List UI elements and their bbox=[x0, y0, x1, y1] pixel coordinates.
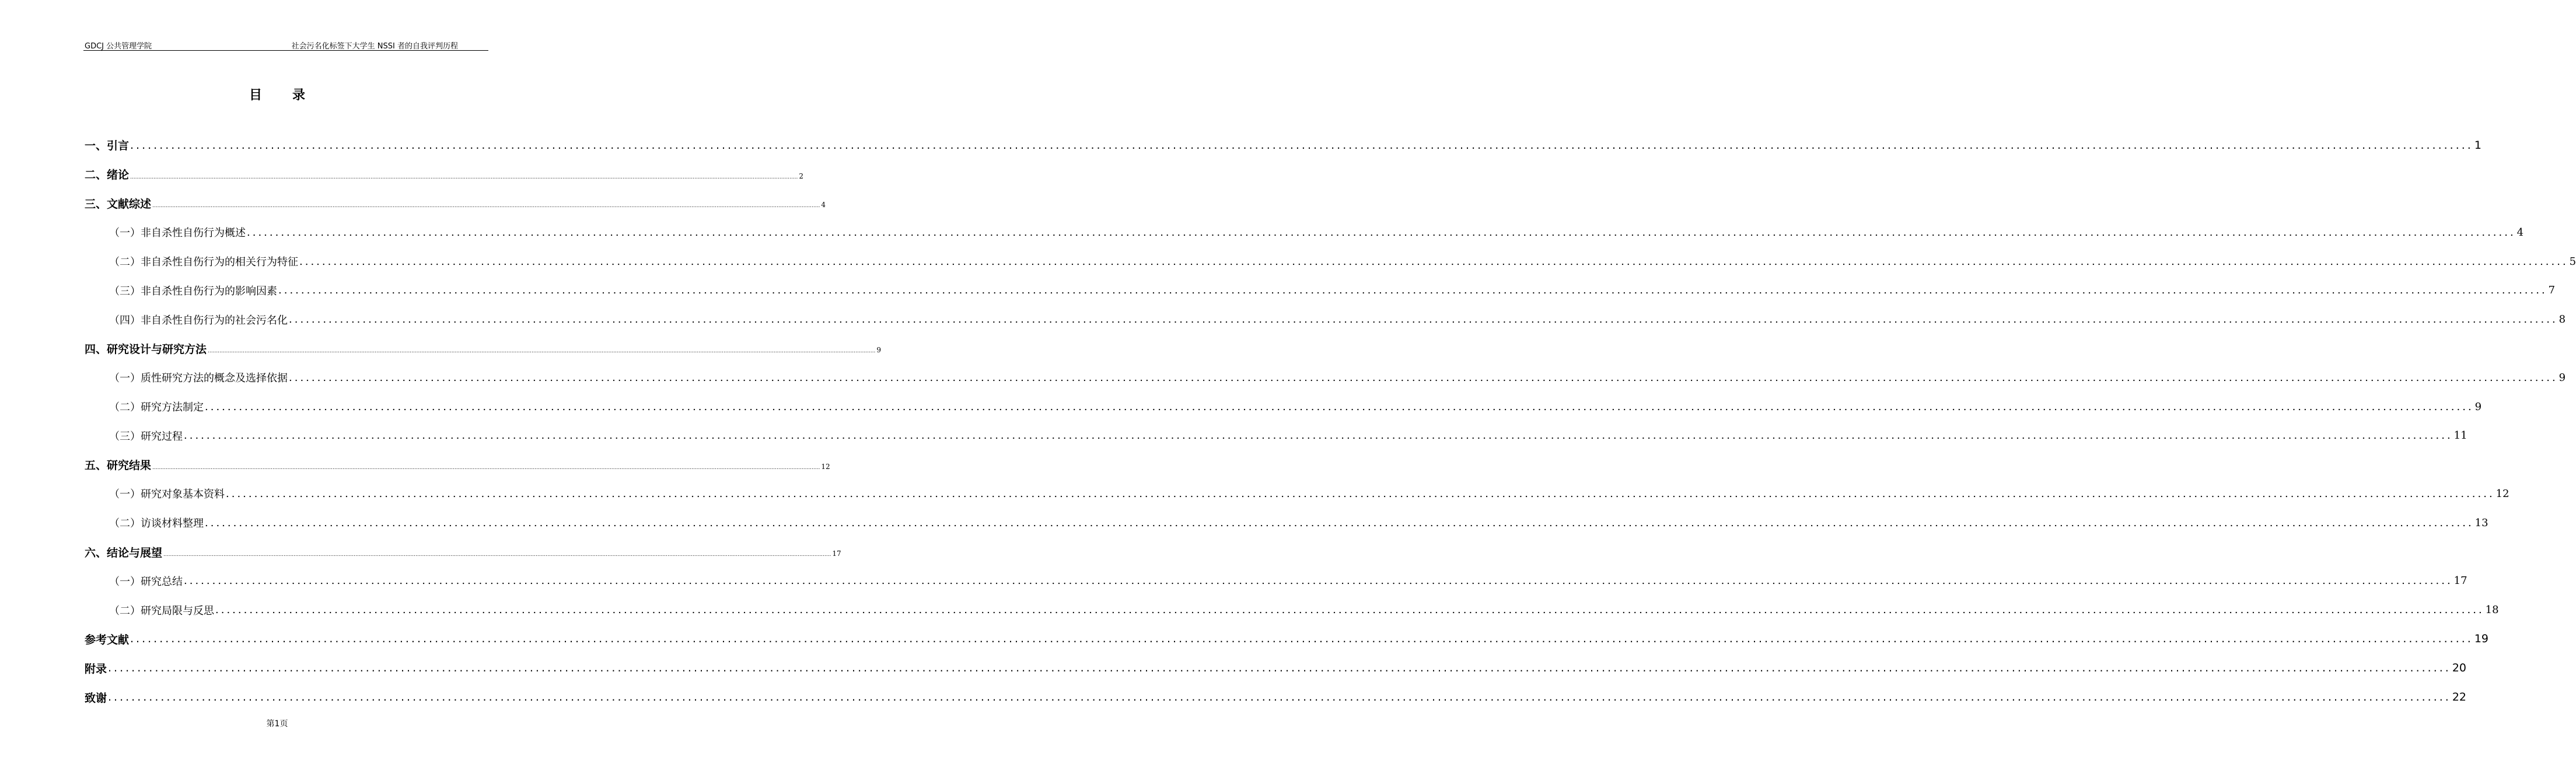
header-right-text: 社会污名化标签下大学生 NSSI 者的自我评判历程 bbox=[291, 42, 458, 51]
toc-dot-leader: ................................................................................................................................................................................................................................................................................................................................................................................................................ bbox=[108, 691, 2451, 704]
toc-dot-leader: ................................................................................................................................................................................................................................................................................................................................................................................................................ bbox=[289, 313, 2558, 326]
toc-entry-page-number: 2 bbox=[799, 172, 803, 180]
toc-entry-page-number: 17 bbox=[2453, 575, 2467, 587]
toc-dot-leader: ................................................................................................................................................................................................................................................................................................................................................................................................................ bbox=[130, 174, 798, 180]
toc-dot-leader: ................................................................................................................................................................................................................................................................................................................................................................................................................ bbox=[108, 662, 2451, 675]
toc-entry-label: 三、文献综述 bbox=[85, 197, 152, 211]
page-title: 目录 bbox=[249, 88, 335, 103]
toc-entry-label: （三）非自杀性自伤行为的影响因素 bbox=[109, 285, 277, 298]
toc-entry-page-number: 1 bbox=[2474, 138, 2481, 152]
toc-entry[interactable] bbox=[85, 596, 2499, 625]
toc-entry[interactable] bbox=[85, 218, 2524, 247]
toc-dot-leader: ................................................................................................................................................................................................................................................................................................................................................................................................................ bbox=[289, 371, 2558, 384]
toc-dot-leader: ................................................................................................................................................................................................................................................................................................................................................................................................................ bbox=[152, 203, 820, 209]
toc-entry[interactable] bbox=[85, 450, 830, 480]
toc-entry-page-number: 22 bbox=[2452, 691, 2467, 704]
toc-dot-leader: ................................................................................................................................................................................................................................................................................................................................................................................................................ bbox=[184, 575, 2453, 587]
toc-entry-page-number: 5 bbox=[2569, 255, 2576, 268]
toc-entry[interactable] bbox=[85, 508, 2488, 537]
toc-dot-leader: ................................................................................................................................................................................................................................................................................................................................................................................................................ bbox=[226, 487, 2495, 500]
toc-entry[interactable] bbox=[85, 131, 2481, 160]
toc-entry-label: 五、研究结果 bbox=[85, 459, 152, 473]
toc-entry-page-number: 8 bbox=[2558, 313, 2566, 326]
toc-dot-leader: ................................................................................................................................................................................................................................................................................................................................................................................................................ bbox=[163, 552, 831, 558]
toc-dot-leader: ................................................................................................................................................................................................................................................................................................................................................................................................................ bbox=[208, 348, 876, 355]
toc-entry-label: 一、引言 bbox=[85, 139, 130, 153]
toc-entry-label: 致谢 bbox=[85, 691, 107, 705]
toc-dot-leader: ................................................................................................................................................................................................................................................................................................................................................................................................................ bbox=[130, 138, 2473, 152]
toc-entry-label: （一）研究对象基本资料 bbox=[109, 488, 225, 501]
toc-entry[interactable] bbox=[85, 480, 2509, 509]
toc-dot-leader: ................................................................................................................................................................................................................................................................................................................................................................................................................ bbox=[299, 255, 2568, 268]
toc-entry[interactable] bbox=[85, 392, 2482, 421]
toc-entry[interactable] bbox=[85, 334, 881, 363]
toc-dot-leader: ................................................................................................................................................................................................................................................................................................................................................................................................................ bbox=[130, 632, 2473, 646]
toc-entry-label: 六、结论与展望 bbox=[85, 546, 163, 559]
toc-entry[interactable] bbox=[85, 625, 2489, 654]
toc-entry-label: （一）质性研究方法的概念及选择依据 bbox=[109, 372, 288, 385]
toc-entry-label: （三）研究过程 bbox=[109, 430, 183, 443]
toc-dot-leader: ................................................................................................................................................................................................................................................................................................................................................................................................................ bbox=[152, 464, 820, 471]
toc-entry[interactable] bbox=[85, 537, 841, 566]
table-of-contents bbox=[85, 131, 2576, 712]
toc-entry-label: （二）访谈材料整理 bbox=[109, 517, 204, 530]
toc-dot-leader: ................................................................................................................................................................................................................................................................................................................................................................................................................ bbox=[278, 284, 2547, 297]
toc-entry-label: 四、研究设计与研究方法 bbox=[85, 342, 207, 356]
toc-entry[interactable] bbox=[85, 682, 2467, 712]
toc-entry-page-number: 9 bbox=[876, 346, 881, 355]
toc-entry-label: 参考文献 bbox=[85, 633, 130, 646]
toc-entry-page-number: 18 bbox=[2485, 604, 2499, 617]
toc-entry-page-number: 4 bbox=[2516, 226, 2524, 239]
toc-entry[interactable] bbox=[85, 363, 2566, 392]
toc-entry-page-number: 11 bbox=[2453, 429, 2467, 442]
toc-entry[interactable] bbox=[85, 566, 2467, 596]
toc-entry-page-number: 9 bbox=[2474, 400, 2482, 413]
toc-entry-page-number: 12 bbox=[2495, 487, 2509, 500]
toc-entry-label: 二、绪论 bbox=[85, 169, 130, 182]
toc-entry-label: （二）非自杀性自伤行为的相关行为特征 bbox=[109, 256, 298, 269]
page-number: 第1页 bbox=[266, 719, 288, 729]
toc-entry[interactable] bbox=[85, 160, 803, 189]
toc-dot-leader: ................................................................................................................................................................................................................................................................................................................................................................................................................ bbox=[205, 516, 2474, 529]
toc-entry-page-number: 12 bbox=[821, 462, 830, 471]
toc-entry-page-number: 13 bbox=[2474, 516, 2488, 529]
toc-entry-label: （二）研究方法制定 bbox=[109, 401, 204, 414]
page-header bbox=[83, 38, 488, 51]
toc-entry-page-number: 4 bbox=[821, 201, 826, 209]
toc-entry-page-number: 17 bbox=[832, 550, 841, 558]
toc-entry-page-number: 20 bbox=[2452, 662, 2467, 675]
toc-dot-leader: ................................................................................................................................................................................................................................................................................................................................................................................................................ bbox=[215, 604, 2484, 617]
toc-dot-leader: ................................................................................................................................................................................................................................................................................................................................................................................................................ bbox=[184, 429, 2453, 442]
toc-entry[interactable] bbox=[85, 276, 2556, 305]
toc-entry-page-number: 9 bbox=[2558, 371, 2566, 384]
toc-dot-leader: ................................................................................................................................................................................................................................................................................................................................................................................................................ bbox=[247, 226, 2516, 239]
toc-entry-label: （一）研究总结 bbox=[109, 575, 183, 588]
toc-entry[interactable] bbox=[85, 247, 2576, 276]
toc-entry[interactable] bbox=[85, 189, 826, 218]
toc-entry-label: 附录 bbox=[85, 662, 107, 676]
toc-entry-page-number: 7 bbox=[2548, 284, 2556, 297]
toc-entry[interactable] bbox=[85, 305, 2566, 334]
toc-entry-page-number: 19 bbox=[2474, 632, 2489, 646]
header-left-text: GDCJ 公共管理学院 bbox=[85, 42, 152, 51]
toc-entry[interactable] bbox=[85, 421, 2467, 450]
toc-entry[interactable] bbox=[85, 653, 2467, 682]
toc-entry-label: （四）非自杀性自伤行为的社会污名化 bbox=[109, 314, 288, 327]
toc-entry-label: （二）研究局限与反思 bbox=[109, 604, 214, 617]
toc-dot-leader: ................................................................................................................................................................................................................................................................................................................................................................................................................ bbox=[205, 400, 2474, 413]
toc-entry-label: （一）非自杀性自伤行为概述 bbox=[109, 227, 246, 240]
